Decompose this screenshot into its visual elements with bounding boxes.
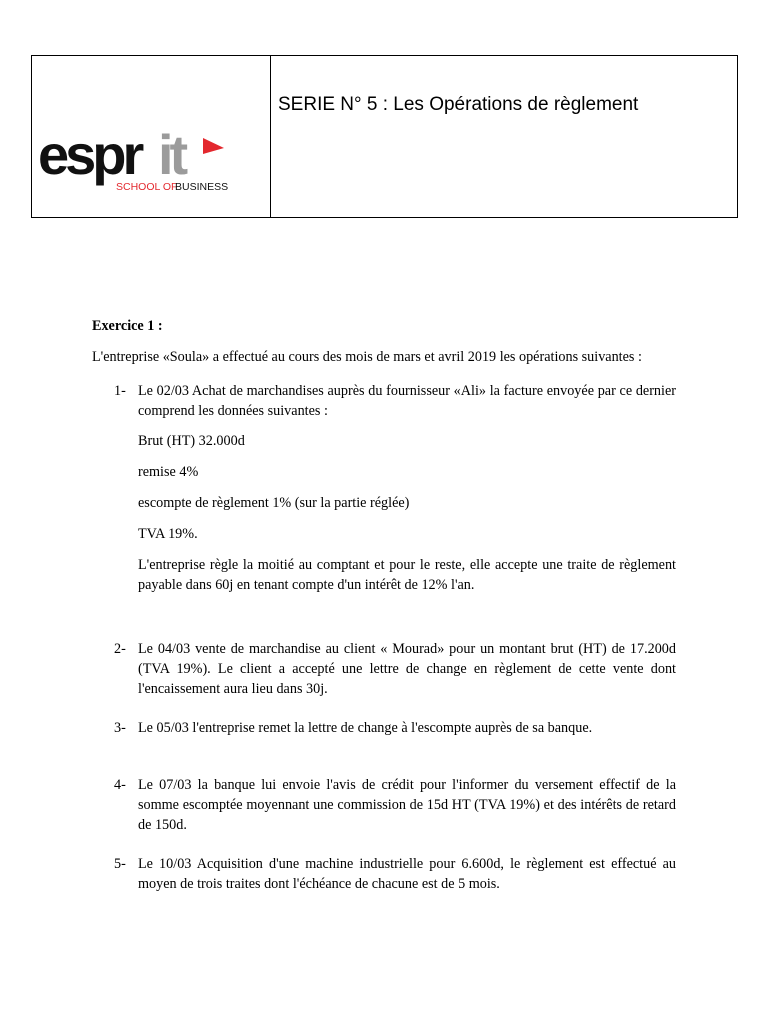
detail-brut: Brut (HT) 32.000d [138, 433, 245, 449]
list-item-text: Le 07/03 la banque lui envoie l'avis de crédit pour l'informer du versement effectif de la somme escomptée moyennant une commission de 15d HT (TVA 19%) et des intérêts de retard de 150d. [138, 777, 676, 833]
list-item-number: 3- [114, 720, 126, 736]
esprit-logo [38, 130, 258, 200]
list-item-1 [92, 381, 676, 421]
logo-cell [32, 56, 271, 217]
page-title: SERIE N° 5 : Les Opérations de règlement [278, 94, 639, 115]
detail-reglement: L'entreprise règle la moitié au comptant et pour le reste, elle accepte une traite de règlement payable dans 60j en tenant compte d'un intérêt de 12% l'an. [138, 557, 676, 593]
list-item-number: 2- [114, 641, 126, 657]
exercise-content [92, 316, 676, 894]
list-item-number: 1- [114, 383, 126, 399]
list-item-number: 5- [114, 856, 126, 872]
logo-school-red: SCHOOL OF [116, 181, 178, 193]
header-table [31, 55, 738, 218]
list-item-text: Le 02/03 Achat de marchandises auprès du fournisseur «Ali» la facture envoyée par ce dernier comprend les données suivantes : [138, 383, 676, 419]
logo-business-black: BUSINESS [175, 181, 229, 193]
detail-escompte: escompte de règlement 1% (sur la partie réglée) [138, 495, 410, 511]
list-item-text: Le 05/03 l'entreprise remet la lettre de change à l'escompte auprès de sa banque. [138, 720, 593, 736]
title-cell [271, 56, 737, 217]
list-item-text: Le 04/03 vente de marchandise au client « Mourad» pour un montant brut (HT) de 17.200d (TVA 19%). Le client a accepté une lettre de change en règlement de cette vente dont l'encaissement aura lieu dans 30j. [138, 641, 676, 697]
detail-remise: remise 4% [138, 464, 199, 480]
list-item-number: 4- [114, 777, 126, 793]
exercise-intro: L'entreprise «Soula» a effectué au cours des mois de mars et avril 2019 les opérations suivantes : [92, 349, 642, 365]
list-item-4 [92, 775, 676, 835]
list-item-text: Le 10/03 Acquisition d'une machine industrielle pour 6.600d, le règlement est effectué au moyen de trois traites dont l'échéance de chacune est de 5 mois. [138, 856, 676, 892]
exercise-title: Exercice 1 : [92, 318, 163, 334]
logo-wordmark-black: espr [38, 130, 141, 186]
list-item-5 [92, 854, 676, 894]
logo-wordmark-gray: it [158, 130, 185, 186]
list-item-2 [92, 639, 676, 699]
list-item-3 [92, 718, 676, 738]
logo-flag-icon [203, 138, 224, 154]
detail-tva: TVA 19%. [138, 526, 198, 542]
